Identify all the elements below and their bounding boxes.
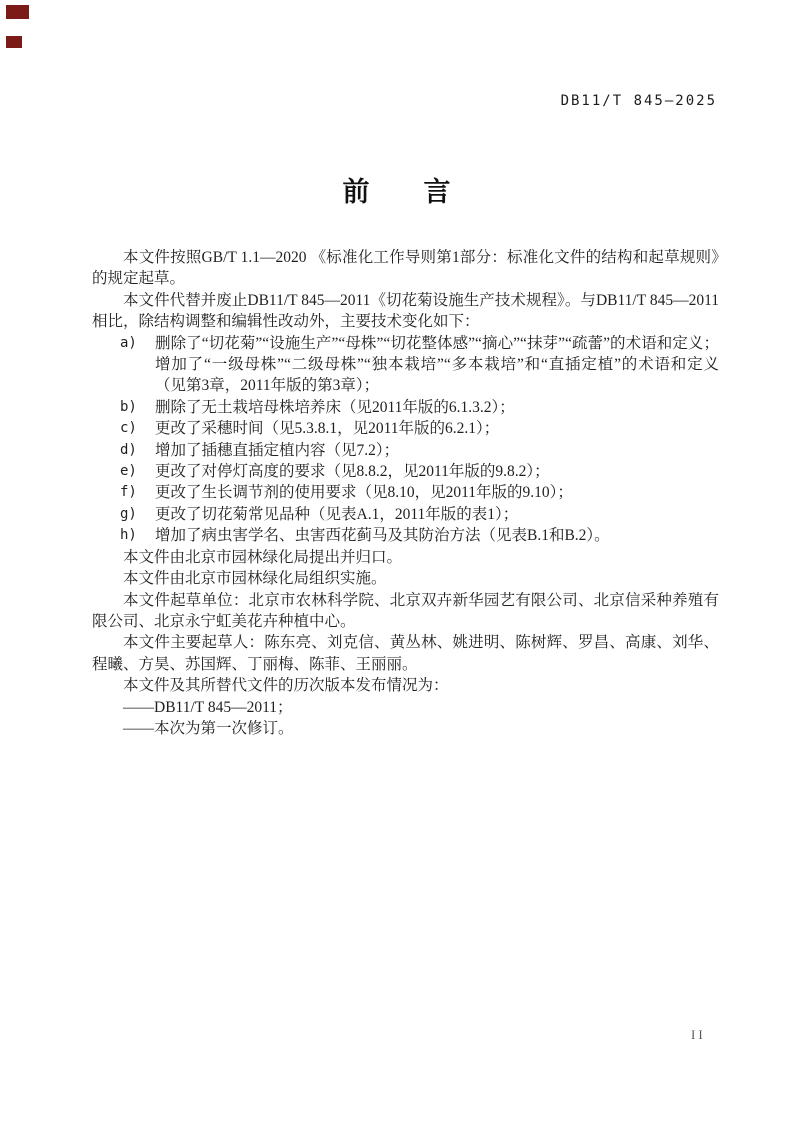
amendment-item [92, 482, 719, 503]
amendment-item [92, 461, 719, 482]
paragraph-drafting-orgs: 本文件起草单位：北京市农林科学院、北京双卉新华园艺有限公司、北京信采种养殖有限公司、北京永宁虹美花卉种植中心。 [92, 591, 719, 630]
amendment-item [92, 504, 719, 525]
paragraph-history-intro: 本文件及其所替代文件的历次版本发布情况为： [123, 677, 449, 695]
amendment-label: e) [120, 463, 137, 480]
amendment-text: 更改了生长调节剂的使用要求（见8.10，见2011年版的9.10）； [155, 484, 573, 502]
paragraph-replaces: 本文件代替并废止DB11/T 845—2011《切花菊设施生产技术规程》。与DB11/T 845—2011相比，除结构调整和编辑性改动外，主要技术变化如下： [92, 291, 719, 331]
paragraph-proposed-by: 本文件由北京市园林绿化局提出并归口。 [123, 548, 403, 566]
amendment-label: c) [120, 420, 137, 437]
amendment-text: 更改了对停灯高度的要求（见8.8.2，见2011年版的9.8.2）； [155, 463, 550, 481]
doc-number: DB11/T 845—2025 [560, 93, 717, 109]
corner-stamp-mark [6, 5, 29, 19]
paragraph-implemented-by: 本文件由北京市园林绿化局组织实施。 [123, 570, 387, 588]
amendment-item [92, 440, 719, 461]
foreword-body [92, 247, 719, 739]
amendment-label: g) [120, 505, 137, 522]
amendment-label: d) [120, 441, 137, 458]
amendment-text: 增加了病虫害学名、虫害西花蓟马及其防治方法（见表B.1和B.2）。 [155, 527, 610, 545]
amendment-item [92, 418, 719, 439]
amendment-text: 更改了采穗时间（见5.3.8.1，见2011年版的6.2.1）； [155, 420, 500, 438]
amendment-text: 增加了插穗直插定植内容（见7.2）； [155, 441, 400, 459]
history-entry: ——本次为第一次修订。 [123, 719, 294, 737]
corner-stamp-mark [6, 36, 22, 48]
amendment-text: 更改了切花菊常见品种（见表A.1，2011年版的表1）； [155, 505, 519, 523]
paragraph-drafters: 本文件主要起草人：陈东亮、刘克信、黄丛林、姚进明、陈树辉、罗昌、高康、刘华、程曦、方昊、苏国辉、丁丽梅、陈菲、王丽丽。 [92, 634, 719, 673]
amendment-label: b) [120, 398, 137, 415]
amendment-text: 删除了“切花菊”“设施生产”“母株”“切花整体感”“摘心”“抹芽”“疏蕾”的术语和定义；增加了“一级母株”“二级母株”“独本栽培”“多本栽培”和“直插定植”的术语和定义（见第3章，2011年版的第3章）； [155, 334, 719, 395]
amendment-item [92, 525, 719, 546]
amendment-item [92, 397, 719, 418]
amendment-label: f) [120, 484, 137, 501]
amendment-item [92, 333, 719, 397]
foreword-title: 前 言 [342, 177, 451, 207]
amendment-label: a) [120, 334, 137, 351]
history-entry: ——DB11/T 845—2011； [123, 698, 293, 716]
amendment-label: h) [120, 527, 137, 544]
amendment-text: 删除了无土栽培母株培养床（见2011年版的6.1.3.2）； [155, 398, 515, 416]
page-number: II [691, 1027, 706, 1042]
paragraph-basis: 本文件按照GB/T 1.1—2020 《标准化工作导则第1部分：标准化文件的结构和起草规则》的规定起草。 [92, 249, 719, 288]
